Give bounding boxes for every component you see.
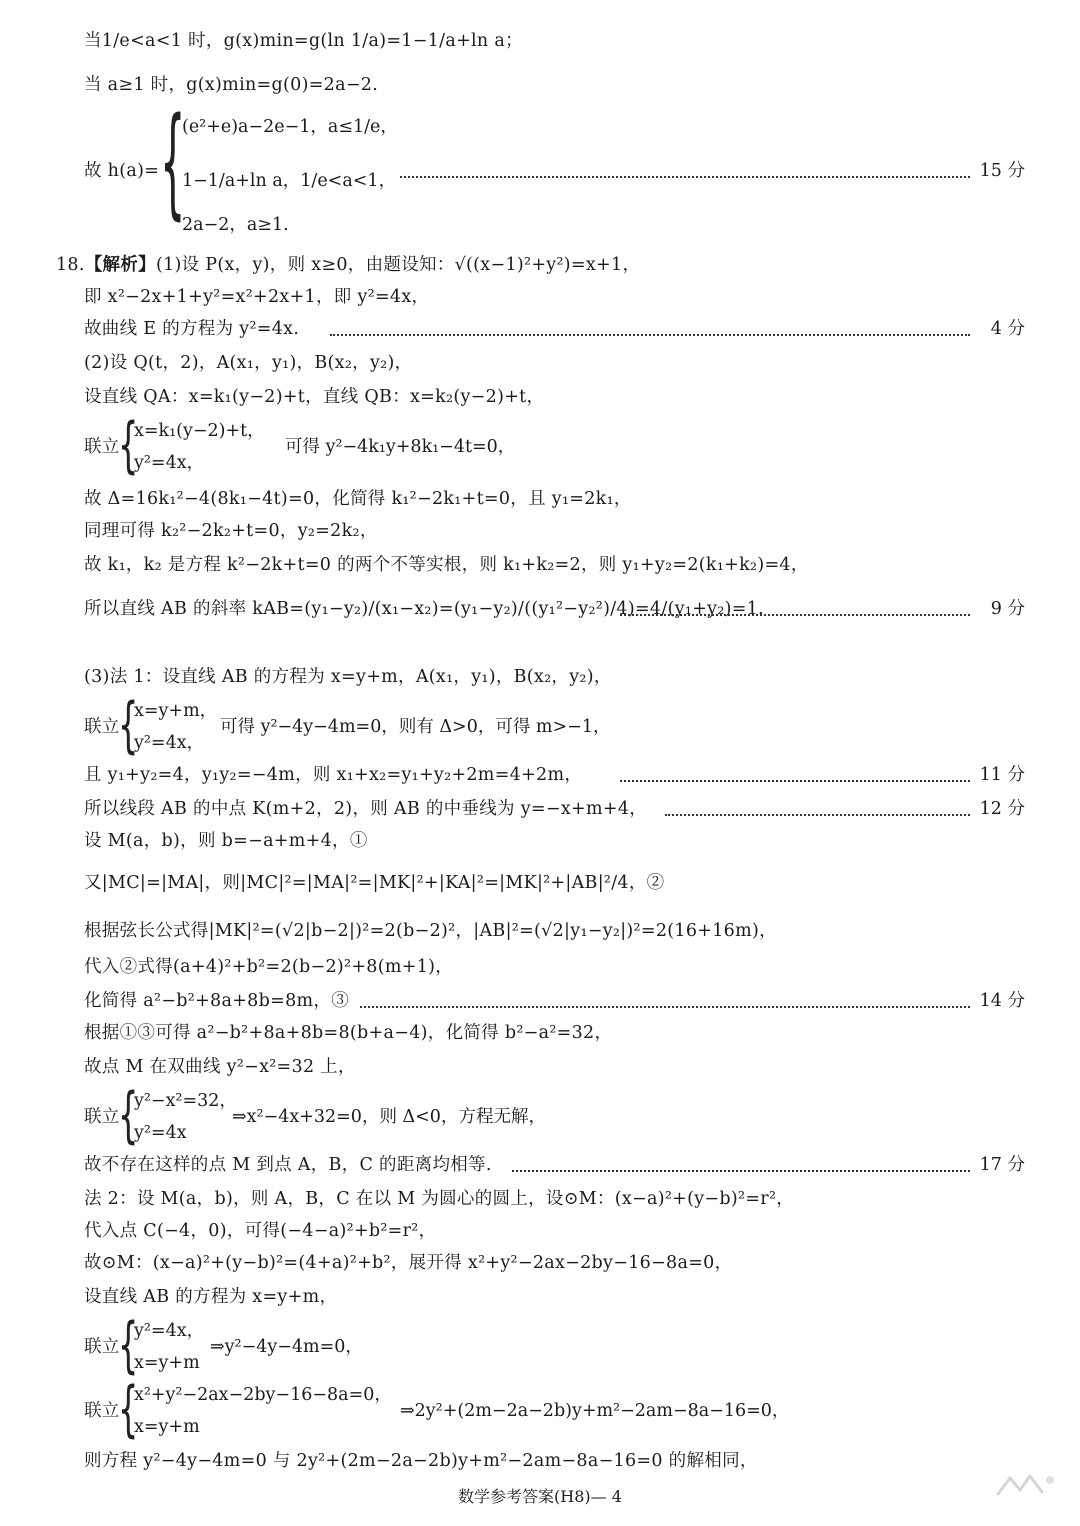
method2-line-1: 法 2：设 M(a，b)，则 A，B，C 在以 M 为圆心的圆上，设⊙M：(x−a)²+(y−b)²=r²， xyxy=(84,1189,795,1209)
system-3-prefix: 联立 xyxy=(84,1107,120,1127)
part3-line-1: (3)法 1：设直线 AB 的方程为 x=y+m，A(x₁，y₁)，B(x₂，y₂)， xyxy=(84,667,612,687)
h-case-3: 2a−2，a≥1. xyxy=(182,215,289,235)
part1-line-2: 即 x²−2x+1+y²=x²+2x+1，即 y²=4x， xyxy=(84,287,430,307)
part2-line-3: 故 Δ=16k₁²−4(8k₁−4t)=0，化简得 k₁²−2k₁+t=0，且 y₁=2k₁， xyxy=(84,489,632,509)
score-11: 11 分 xyxy=(979,765,1025,785)
line-13: 根据①③可得 a²−b²+8a+8b=8(b+a−4)，化简得 b²−a²=32， xyxy=(84,1023,613,1043)
part2-line-1: (2)设 Q(t，2)，A(x₁，y₁)，B(x₂，y₂)， xyxy=(84,353,413,373)
dot-leader xyxy=(620,614,970,616)
system-5-prefix: 联立 xyxy=(84,1401,120,1421)
score-17: 17 分 xyxy=(979,1155,1025,1175)
system-5-result: ⇒2y²+(2m−2a−2b)y+m²−2am−8a−16=0， xyxy=(400,1401,790,1421)
min-case-line-2: 当 a≥1 时，g(x)min=g(0)=2a−2. xyxy=(84,75,379,95)
line-14: 化简得 a²−b²+8a+8b=8m，③ xyxy=(84,991,350,1011)
dot-leader xyxy=(330,334,970,336)
system-5-row-2: x=y+m xyxy=(134,1417,200,1437)
system-2-prefix: 联立 xyxy=(84,717,120,737)
line-12: 所以线段 AB 的中点 K(m+2，2)，则 AB 的中垂线为 y=−x+m+4， xyxy=(84,799,648,819)
h-case-1: (e²+e)a−2e−1，a≤1/e， xyxy=(182,117,398,137)
line-substitute: 代入②式得(a+4)²+b²=2(b−2)²+8(m+1)， xyxy=(84,957,454,977)
dot-leader xyxy=(400,176,970,178)
part2-line-4: 同理可得 k₂²−2k₂+t=0，y₂=2k₂， xyxy=(84,521,378,541)
system-4-result: ⇒y²−4y−4m=0， xyxy=(210,1337,363,1357)
min-case-line-1: 当1/e<a<1 时，g(x)min=g(ln 1/a)=1−1/a+ln a； xyxy=(84,31,523,51)
dot-leader xyxy=(665,814,970,816)
system-1-result: 可得 y²−4k₁y+8k₁−4t=0， xyxy=(285,437,516,457)
system-3-row-1: y²−x²=32， xyxy=(134,1091,237,1111)
analysis-tag: 【解析】 xyxy=(84,255,156,275)
system-2-result: 可得 y²−4y−4m=0，则有 Δ>0，可得 m>−1， xyxy=(220,717,611,737)
line-MC: 又|MC|=|MA|，则|MC|²=|MA|²=|MK|²+|KA|²=|MK|²+|AB|²/4，② xyxy=(84,873,665,893)
system-3-result: ⇒x²−4x+32=0，则 Δ<0，方程无解， xyxy=(232,1107,546,1127)
dot-leader xyxy=(620,780,970,782)
system-2-row-1: x=y+m， xyxy=(134,701,218,721)
method2-line-3: 故⊙M：(x−a)²+(y−b)²=(4+a)²+b²，展开得 x²+y²−2ax−2by−16−8a=0， xyxy=(84,1253,733,1273)
system-4-prefix: 联立 xyxy=(84,1337,120,1357)
watermark-icon xyxy=(990,1468,1060,1502)
page-footer: 数学参考答案(H8)— 4 xyxy=(458,1487,622,1506)
line-11: 且 y₁+y₂=4，y₁y₂=−4m，则 x₁+x₂=y₁+y₂+2m=4+2m， xyxy=(84,765,583,785)
system-4-row-1: y²=4x， xyxy=(134,1321,205,1341)
question-18-line xyxy=(56,254,640,276)
part1-line-3: 故曲线 E 的方程为 y²=4x. xyxy=(84,319,300,339)
slope-line: 所以直线 AB 的斜率 kAB=(y₁−y₂)/(x₁−x₂)=(y₁−y₂)/((y₁²−y₂²)/4)=4/(y₁+y₂)=1. xyxy=(84,599,765,619)
line-hyperbola: 故点 M 在双曲线 y²−x²=32 上， xyxy=(84,1057,356,1077)
line-17: 故不存在这样的点 M 到点 A，B，C 的距离均相等. xyxy=(84,1155,492,1175)
system-brace-icon: { xyxy=(118,408,139,481)
last-line: 则方程 y²−4y−4m=0 与 2y²+(2m−2a−2b)y+m²−2am−8a−16=0 的解相同， xyxy=(84,1451,758,1471)
h-case-2: 1−1/a+ln a，1/e<a<1， xyxy=(182,171,397,191)
system-brace-icon: { xyxy=(118,1372,139,1445)
method2-line-2: 代入点 C(−4，0)，可得(−4−a)²+b²=r²， xyxy=(84,1221,437,1241)
system-brace-icon: { xyxy=(118,688,139,761)
system-brace-icon: { xyxy=(118,1308,139,1381)
score-14: 14 分 xyxy=(979,991,1025,1011)
dot-leader xyxy=(512,1170,970,1172)
system-1-row-1: x=k₁(y−2)+t， xyxy=(134,421,265,441)
system-2-row-2: y²=4x， xyxy=(134,733,205,753)
method2-line-4: 设直线 AB 的方程为 x=y+m， xyxy=(84,1287,338,1307)
system-4-row-2: x=y+m xyxy=(134,1353,200,1373)
line-M: 设 M(a，b)，则 b=−a+m+4，① xyxy=(84,831,368,851)
part2-line-5: 故 k₁，k₂ 是方程 k²−2k+t=0 的两个不等实根，则 k₁+k₂=2，则 y₁+y₂=2(k₁+k₂)=4， xyxy=(84,555,809,575)
score-15: 15 分 xyxy=(979,161,1025,181)
score-4: 4 分 xyxy=(990,319,1025,339)
system-3-row-2: y²=4x xyxy=(134,1123,187,1143)
part1-line-1: (1)设 P(x，y)，则 x≥0，由题设知：√((x−1)²+y²)=x+1， xyxy=(155,255,641,275)
h-definition-prefix: 故 h(a)= xyxy=(84,161,160,181)
score-12: 12 分 xyxy=(979,799,1025,819)
line-chord: 根据弦长公式得|MK|²=(√2|b−2|)²=2(b−2)²，|AB|²=(√2|y₁−y₂|)²=2(16+16m)， xyxy=(84,921,777,941)
question-number: 18. xyxy=(56,255,85,275)
dot-leader xyxy=(360,1006,970,1008)
system-5-row-1: x²+y²−2ax−2by−16−8a=0， xyxy=(134,1385,392,1405)
system-brace-icon: { xyxy=(118,1078,139,1151)
piecewise-brace-icon: { xyxy=(160,95,186,233)
score-9: 9 分 xyxy=(990,599,1025,619)
system-1-prefix: 联立 xyxy=(84,437,120,457)
system-1-row-2: y²=4x， xyxy=(134,453,205,473)
part2-line-2: 设直线 QA：x=k₁(y−2)+t，直线 QB：x=k₂(y−2)+t， xyxy=(84,387,545,407)
